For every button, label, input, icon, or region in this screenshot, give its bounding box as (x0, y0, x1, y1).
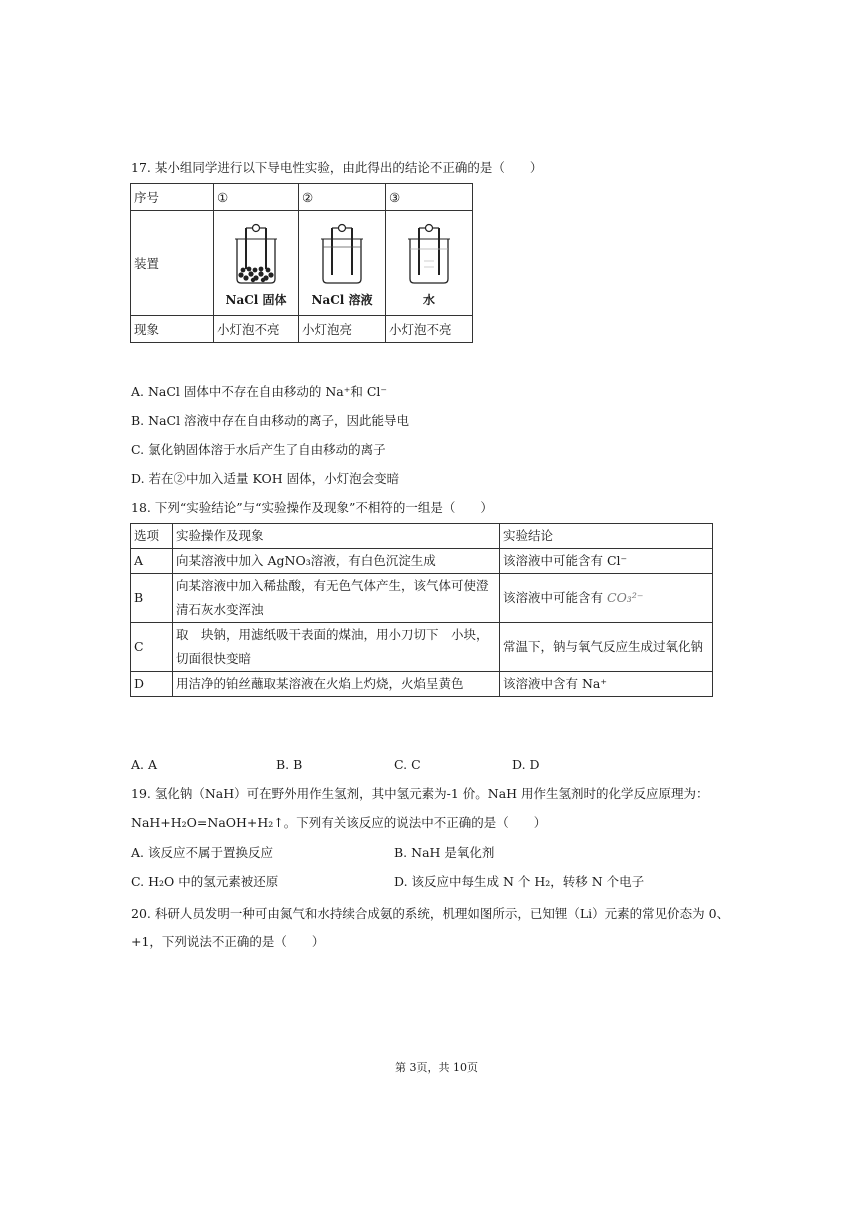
q19-option-d: D. 该反应中每生成 N 个 H₂，转移 N 个电子 (394, 874, 645, 889)
phenomenon-2: 小灯泡亮 (299, 316, 386, 343)
q19-option-a: A. 该反应不属于置换反应 (131, 845, 273, 860)
q18-row-a-option: A (131, 549, 173, 574)
apparatus-caption-1: NaCl 固体 (225, 292, 287, 307)
q17-option-b: B. NaCl 溶液中存在自由移动的离子，因此能导电 (131, 413, 410, 428)
row-header-apparatus: 装置 (131, 211, 214, 316)
q18-row-b-operation-line1: 向某溶液中加入稀盐酸，有无色气体产生，该气体可使澄 (176, 578, 489, 593)
col-num-3: ③ (386, 184, 473, 211)
apparatus-cell-3 (386, 211, 473, 316)
q18-row-b-conclusion (500, 574, 713, 623)
q18-option-c: C. C (394, 757, 421, 772)
phenomenon-1: 小灯泡不亮 (214, 316, 299, 343)
apparatus-caption-3: 水 (422, 292, 435, 307)
q19-stem-line2: NaH+H₂O=NaOH+H₂↑。下列有关该反应的说法中不正确的是（ ） (131, 815, 547, 830)
q18-option-b: B. B (276, 757, 303, 772)
q18-row-b-option: B (131, 574, 173, 623)
q18-row-c-operation (173, 623, 500, 672)
col-num-1: ① (214, 184, 299, 211)
q17-stem: 17. 某小组同学进行以下导电性实验，由此得出的结论不正确的是（ ） (131, 160, 543, 175)
q18-header-conclusion: 实验结论 (500, 524, 713, 549)
table-row (131, 623, 713, 672)
q18-row-a-operation: 向某溶液中加入 AgNO₃溶液，有白色沉淀生成 (173, 549, 500, 574)
q18-header-operation: 实验操作及现象 (173, 524, 500, 549)
q18-row-c-option: C (131, 623, 173, 672)
beaker-solid-nacl-icon (231, 223, 281, 285)
q18-row-c-operation-line2: 切面很快变暗 (176, 651, 252, 666)
q18-row-b-conclusion-text: 该溶液中可能含有 (503, 590, 604, 605)
q17-option-c: C. 氯化钠固体溶于水后产生了自由移动的离子 (131, 442, 386, 457)
q17-option-a: A. NaCl 固体中不存在自由移动的 Na⁺和 Cl⁻ (131, 384, 387, 399)
apparatus-caption-2: NaCl 溶液 (311, 292, 373, 307)
q20-stem-line1: 20. 科研人员发明一种可由氮气和水持续合成氨的系统，机理如图所示，已知锂（Li）元素的常见价态为 0、 (131, 906, 730, 921)
q17-table (130, 183, 473, 343)
q18-row-d-conclusion: 该溶液中含有 Na⁺ (500, 672, 713, 697)
carbonate-formula: CO₃²⁻ (607, 590, 644, 605)
q18-row-b-operation (173, 574, 500, 623)
q19-stem-line1: 19. 氢化钠（NaH）可在野外用作生氢剂，其中氢元素为-1 价。NaH 用作生氢剂时的化学反应原理为： (131, 786, 709, 801)
q18-table (130, 523, 713, 697)
q18-option-d: D. D (512, 757, 540, 772)
apparatus-cell-2 (299, 211, 386, 316)
col-num-2: ② (299, 184, 386, 211)
q18-row-d-operation: 用洁净的铂丝蘸取某溶液在火焰上灼烧，火焰呈黄色 (173, 672, 500, 697)
table-row (131, 672, 713, 697)
table-row (131, 574, 713, 623)
row-header-index: 序号 (131, 184, 214, 211)
apparatus-cell-1 (214, 211, 299, 316)
phenomenon-3: 小灯泡不亮 (386, 316, 473, 343)
q18-row-b-operation-line2: 清石灰水变浑浊 (176, 602, 264, 617)
q19-option-b: B. NaH 是氧化剂 (394, 845, 495, 860)
q18-row-c-operation-line1: 取 块钠，用滤纸吸干表面的煤油，用小刀切下 小块， (176, 627, 489, 642)
q18-row-c-conclusion: 常温下，钠与氧气反应生成过氧化钠 (500, 623, 713, 672)
beaker-nacl-solution-icon (317, 223, 367, 285)
q17-option-d: D. 若在②中加入适量 KOH 固体，小灯泡会变暗 (131, 471, 400, 486)
q18-row-d-option: D (131, 672, 173, 697)
page-footer: 第 3页，共 10页 (395, 1061, 478, 1074)
q18-stem: 18. 下列“实验结论”与“实验操作及现象”不相符的一组是（ ） (131, 500, 493, 515)
q20-stem-line2: +1，下列说法不正确的是（ ） (131, 934, 325, 949)
table-row (131, 549, 713, 574)
beaker-water-icon (404, 223, 454, 285)
q18-header-option: 选项 (131, 524, 173, 549)
row-header-phenomenon: 现象 (131, 316, 214, 343)
q18-row-a-conclusion: 该溶液中可能含有 Cl⁻ (500, 549, 713, 574)
q18-option-a: A. A (131, 757, 158, 772)
q19-option-c: C. H₂O 中的氢元素被还原 (131, 874, 279, 889)
